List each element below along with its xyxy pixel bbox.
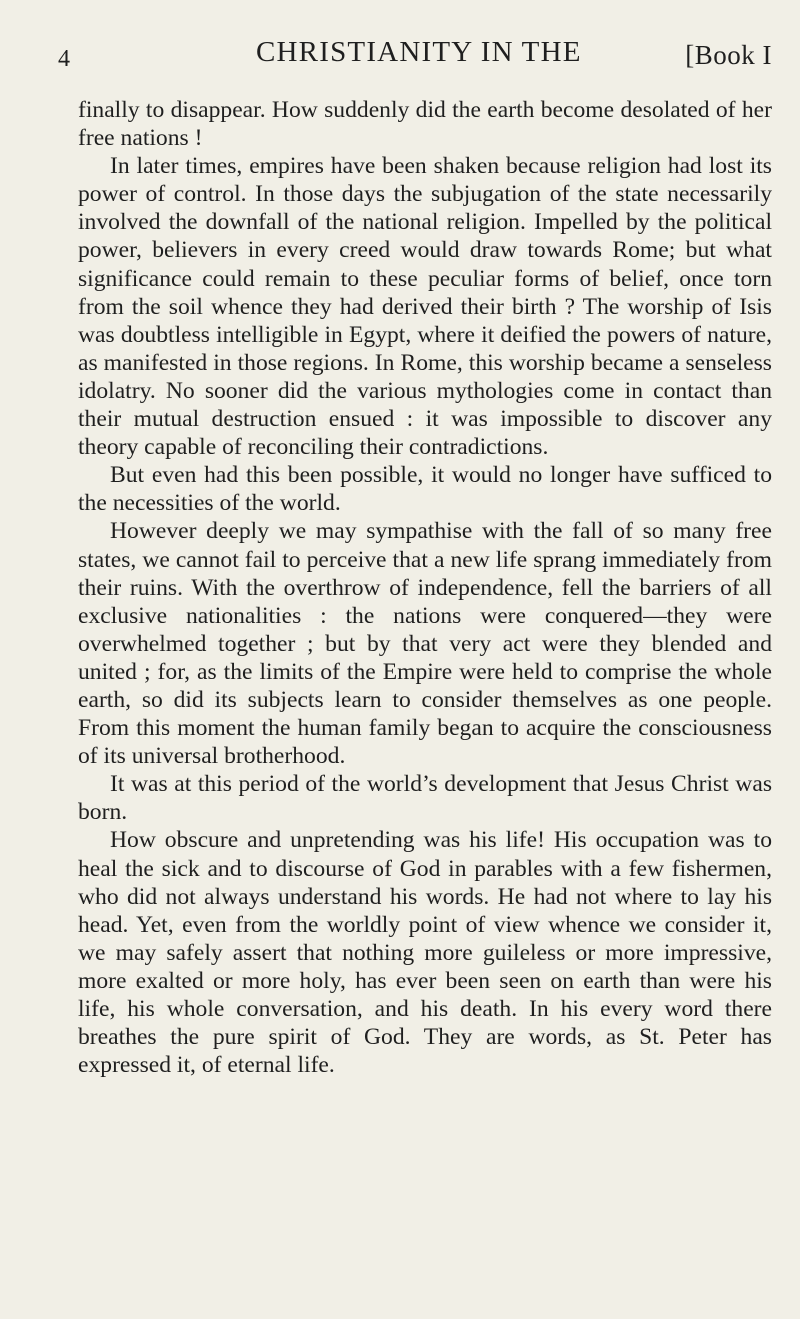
paragraph: In later times, empires have been shaken because religion had lost its power of control. In those days the subjugation of the state necessarily involved the downfall of the national religion. Impelled by the political power, believers in every creed would draw towards Rome; but what significance could remain to these peculiar forms of belief, once torn from the soil whence they had derived their birth ? The worship of Isis was doubtless intelligible in Egypt, where it deified the powers of nature, as manifested in those regions. In Rome, this worship became a senseless idolatry. No sooner did the various mythologies come in contact than their mutual destruction ensued : it was impossible to discover any theory capable of reconciling their contradictions.	[78, 153, 772, 461]
paragraph: However deeply we may sympathise with the fall of so many free states, we cannot fail to perceive that a new life sprang immediately from their ruins. With the overthrow of independence, fell the barriers of all exclusive nationalities : the nations were conquered—they were overwhelmed together ; but by that very act were they blended and united ; for, as the limits of the Empire were held to comprise the whole earth, so did its subjects learn to consider themselves as one people. From this moment the human family began to acquire the consciousness of its universal brotherhood.	[78, 518, 772, 770]
body-text	[78, 96, 772, 1079]
paragraph-continuation: finally to disappear. How suddenly did the earth become desolated of her free nations !	[78, 97, 772, 152]
running-head	[58, 28, 772, 78]
page-number: 4	[58, 46, 72, 72]
paragraph: But even had this been possible, it would no longer have sufficed to the necessities of the world.	[78, 462, 772, 517]
paragraph: How obscure and unpretending was his life! His occupation was to heal the sick and to discourse of God in parables with a few fishermen, who did not always understand his words. He had not where to lay his head. Yet, even from the worldly point of view whence we consider it, we may safely assert that nothing more guileless or more impressive, more exalted or more holy, has ever been seen on earth than were his life, his whole conversation, and his death. In his every word there breathes the pure spirit of God. They are words, as St. Peter has expressed it, of eternal life.	[78, 827, 772, 1079]
paragraph: It was at this period of the world’s development that Jesus Christ was born.	[78, 771, 772, 826]
running-title: CHRISTIANITY IN THE	[256, 36, 582, 68]
book-marker: [Book I	[685, 40, 772, 70]
